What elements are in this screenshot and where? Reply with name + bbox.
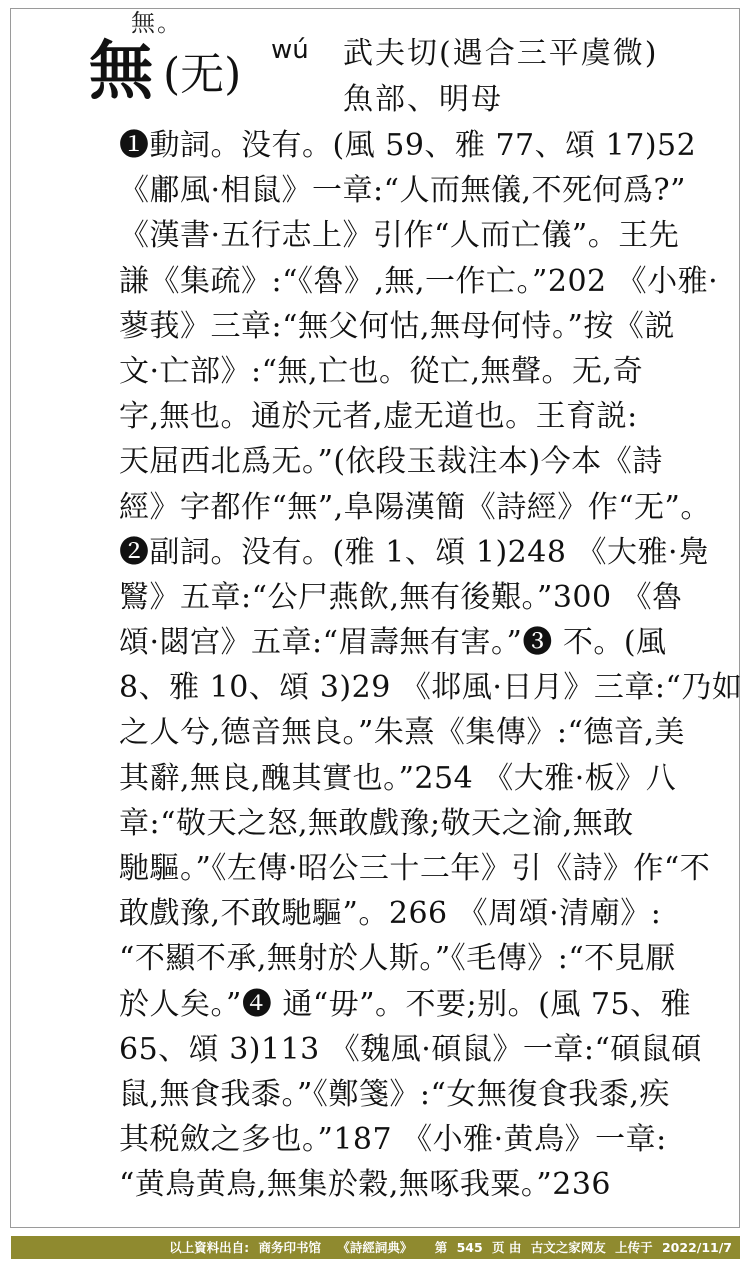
entry-body-line: 頌·閟宫》五章:“眉壽無有害。”❸ 不。(風 <box>119 625 667 661</box>
entry-body-line: 章:“敬天之怒,無敢戲豫;敬天之渝,無敢 <box>119 805 634 841</box>
entry-body-line: 馳驅。”《左傳·昭公三十二年》引《詩》作“不 <box>119 851 711 886</box>
entry-body-line: 《漢書·五行志上》引作“人而亡儀”。王先 <box>119 218 680 254</box>
entry-body-line: ❶動詞。没有。(風 59、雅 77、頌 17)52 <box>119 128 697 163</box>
entry-body-line: ❷副詞。没有。(雅 1、頌 1)248 《大雅·鳧 <box>119 534 709 570</box>
entry-variant-form: (无) <box>163 49 242 100</box>
entry-body-line: 蓼莪》三章:“無父何怙,無母何恃。”按《説 <box>119 308 675 344</box>
entry-pinyin: wú <box>271 35 309 65</box>
footer-date: 2022/11/7 <box>661 1240 732 1255</box>
entry-body-line: 《鄘風·相鼠》一章:“人而無儀,不死何爲?” <box>119 173 686 209</box>
entry-body-line: 於人矣。”❹ 通“毋”。不要;别。(風 75、雅 <box>119 986 692 1022</box>
footer-uploaded-label: 上传于 <box>615 1240 653 1255</box>
footer-page-label: 第 <box>434 1240 448 1255</box>
source-footer-bar <box>11 1236 740 1259</box>
entry-body-line: 謙《集疏》:“《魯》,無,一作亡。”202 《小雅· <box>119 263 719 299</box>
footer-publisher: 商务印书馆 <box>258 1240 321 1255</box>
entry-body-line: 其辭,無良,醜其實也。”254 《大雅·板》八 <box>119 760 677 796</box>
entry-body-line: “不顯不承,無射於人斯。”《毛傳》:“不見厭 <box>119 941 676 977</box>
entry-body-line: 8、雅 10、頌 3)29 《邶風·日月》三章:“乃如 <box>119 670 743 706</box>
entry-body-line: 經》字都作“無”,阜陽漢簡《詩經》作“无”。 <box>119 489 711 525</box>
footer-page-number: 545 <box>456 1240 483 1255</box>
entry-body-line: 65、頌 3)113 《魏風·碩鼠》一章:“碩鼠碩 <box>119 1031 702 1067</box>
entry-body-line: 其税斂之多也。”187 《小雅·黄鳥》一章: <box>119 1122 667 1158</box>
entry-body-line: 鷖》五章:“公尸燕飲,無有後艱。”300 《魯 <box>119 579 683 615</box>
footer-uploader: 古文之家网友 <box>530 1240 606 1255</box>
entry-body-line: 天屈西北爲无。”(依段玉裁注本)今本《詩 <box>119 444 663 480</box>
cut-off-top-text: 無。 <box>131 9 183 37</box>
entry-body-line: 文·亡部》:“無,亡也。從亡,無聲。无,奇 <box>119 353 644 389</box>
entry-body-line: 字,無也。通於元者,虚无道也。王育説: <box>119 399 638 435</box>
entry-body <box>119 123 743 1208</box>
page-frame <box>10 8 743 1228</box>
entry-body-line: 之人兮,德音無良。”朱熹《集傳》:“德音,美 <box>119 715 685 751</box>
entry-body-line: 敢戲豫,不敢馳驅”。266 《周頌·清廟》: <box>119 896 662 932</box>
entry-fanqie: 武夫切(遇合三平虞微) <box>343 36 659 71</box>
entry-body-line: “黄鳥黄鳥,無集於穀,無啄我粟。”236 <box>119 1167 612 1203</box>
scanned-dictionary-page <box>75 9 743 1219</box>
footer-prefix: 以上資料出自: <box>169 1240 250 1255</box>
entry-headword: 無 <box>89 34 153 109</box>
entry-body-line: 鼠,無食我黍。”《鄭箋》:“女無復食我黍,疾 <box>119 1076 670 1112</box>
footer-book-title: 《詩經詞典》 <box>337 1240 413 1255</box>
entry-rhyme-initial: 魚部、明母 <box>343 82 503 117</box>
footer-page-suffix: 页 由 <box>492 1240 522 1255</box>
